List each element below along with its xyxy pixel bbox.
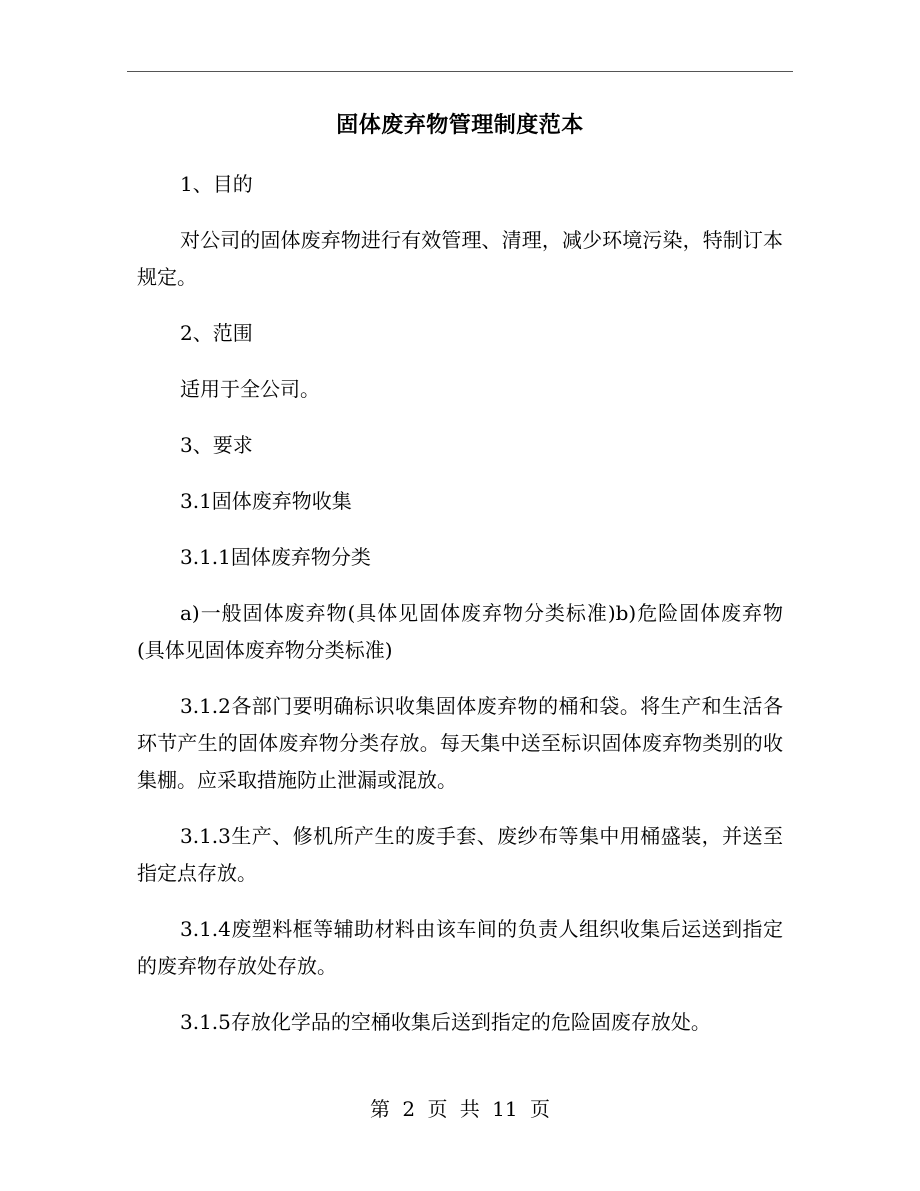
- paragraph-3-1-5: 3.1.5存放化学品的空桶收集后送到指定的危险固废存放处。: [180, 1010, 711, 1034]
- subsection-heading-classification: 3.1.1固体废弃物分类: [180, 545, 371, 569]
- section-heading-purpose: 1、目的: [180, 172, 253, 196]
- paragraph-3-1-3: 3.1.3生产、修机所产生的废手套、废纱布等集中用桶盛装，并送至指定点存放。: [137, 824, 783, 885]
- paragraph-purpose: 对公司的固体废弃物进行有效管理、清理，减少环境污染，特制订本规定。: [137, 228, 783, 289]
- document-title: 固体废弃物管理制度范本: [336, 113, 584, 138]
- section-heading-scope: 2、范围: [180, 321, 253, 345]
- page-number-footer: 第 2 页 共 11 页: [370, 1097, 550, 1121]
- paragraph-3-1-2: 3.1.2各部门要明确标识收集固体废弃物的桶和袋。将生产和生活各环节产生的固体废弃物分类存放。每天集中送至标识固体废弃物类别的收集棚。应采取措施防止泄漏或混放。: [137, 694, 783, 792]
- paragraph-scope: 适用于全公司。: [180, 377, 320, 401]
- subsection-heading-collection: 3.1固体废弃物收集: [180, 489, 352, 513]
- header-divider: [127, 71, 793, 72]
- paragraph-3-1-4: 3.1.4废塑料框等辅助材料由该车间的负责人组织收集后运送到指定的废弃物存放处存放。: [137, 917, 783, 978]
- document-body: [137, 166, 783, 1060]
- paragraph-classification: a)一般固体废弃物(具体见固体废弃物分类标准)b)危险固体废弃物(具体见固体废弃物分类标准): [137, 601, 783, 662]
- section-heading-requirements: 3、要求: [180, 433, 253, 457]
